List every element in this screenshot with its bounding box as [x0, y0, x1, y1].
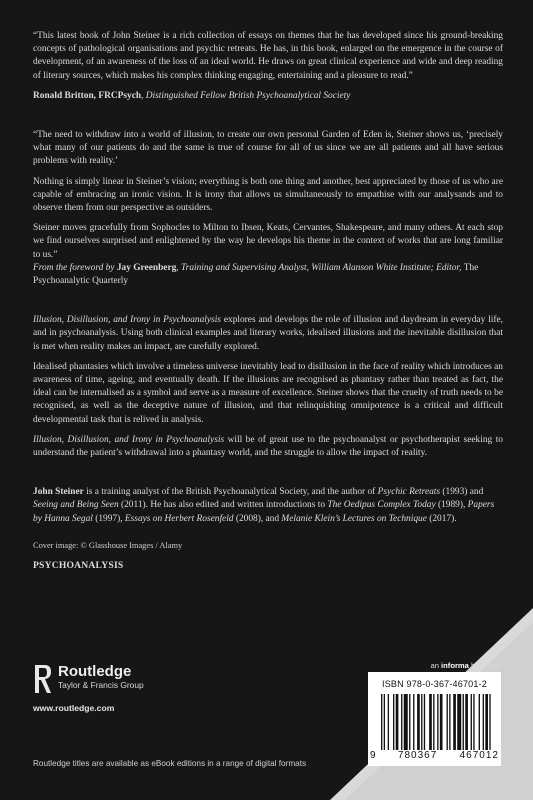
- britton-title: , Distinguished Fellow British Psychoanalytical Society: [141, 90, 351, 101]
- description-paragraph-3: Illusion, Disillusion, and Irony in Psychoanalysis will be of great use to the psychoanalyst or psychotherapist seeking to understand the patient’s withdrawal into a phantasy world, and the struggle to allow the impact of reality.: [33, 434, 503, 459]
- barcode-bar-1: [384, 694, 385, 750]
- barcode-bar-16: [447, 694, 448, 750]
- barcode-digits: [370, 750, 499, 761]
- barcode-bar-6: [404, 694, 408, 750]
- barcode-bar-7: [409, 694, 410, 750]
- book-title-repeat: Illusion, Disillusion, and Irony in Psychoanalysis: [33, 434, 225, 445]
- barcode-right-digits: 467012: [459, 750, 499, 761]
- barcode-bar-20: [463, 694, 464, 750]
- foreword-paragraph-1: “The need to withdraw into a world of illusion, to create our own personal Garden of Eden is, Steiner shows us, ‘precisely what many of our patients do and the same is true of course for all of us since we are all patients and all have serious problems with reality.’: [33, 130, 503, 167]
- foreword-paragraph-2: Nothing is simply linear in Steiner’s vision; everything is both one thing and another, best appreciated by those of us who are capable of embracing an ironic vision. It is irony that allows us simultaneously to empathise with our analysands and to observe them from our perspective as outsiders.: [33, 176, 503, 214]
- barcode-bar-25: [483, 694, 484, 750]
- author-bio: John Steiner is a training analyst of the British Psychoanalytical Society, and the author of Psychic Retreats (1993) and Seeing and Being Seen (2011). He has also edited and written introductions to The Oedipus Complex Today (1989), Papers by Hanna Segal (1997), Essays on Herbert Rosenfeld (2008), and Melanie Klein’s Lectures on Technique (2017).: [33, 487, 495, 524]
- subject-category: PSYCHOANALYSIS: [33, 559, 124, 571]
- barcode-left-digits: 780367: [397, 750, 438, 761]
- publisher-group: Taylor & Francis Group: [58, 680, 144, 690]
- foreword-attribution: From the foreword by Jay Greenberg, Training and Supervising Analyst, William Alanson White Institute; Editor, The Psychoanalytic Quarterly: [33, 262, 479, 287]
- barcode-bars: [381, 694, 492, 750]
- publisher-block: [33, 663, 193, 713]
- barcode-bar-23: [473, 694, 474, 750]
- barcode-bar-17: [449, 694, 450, 750]
- barcode-bar-8: [413, 694, 414, 750]
- journal-name: The Psychoanalytic Quarterly: [33, 262, 479, 287]
- greenberg-name: Jay Greenberg: [116, 262, 177, 273]
- back-cover-text: [33, 30, 503, 572]
- barcode-bar-27: [489, 694, 490, 750]
- barcode-bar-18: [453, 694, 456, 750]
- barcode-bar-9: [417, 694, 420, 750]
- barcode-bar-4: [396, 694, 399, 750]
- barcode-bar-13: [433, 694, 434, 750]
- barcode-bar-2: [388, 694, 389, 750]
- routledge-logo-icon: [33, 663, 53, 695]
- britton-quote: “This latest book of John Steiner is a rich collection of essays on themes that he has developed since his ground-breaking concepts of pathological organisations and psychic retreats. He has, in this book, enlarged on the emergence in the course of development, of an awareness of the loss of an ideal world. He draws on great clinical experience and wide and deep reading of literary sources, which makes his complex thinking engaging, entertaining and a pleasure to read.”: [33, 31, 503, 81]
- ebook-note: Routledge titles are available as eBook editions in a range of digital formats: [33, 759, 307, 768]
- barcode-box: [368, 672, 501, 766]
- author-name: John Steiner: [33, 487, 84, 498]
- description-paragraph-1: Illusion, Disillusion, and Irony in Psychoanalysis explores and develops the role of illusion and daydream in everyday life, and in psychoanalysis. Using both clinical examples and literary works, idealised illusions and the inevitable disillusion that is met when reality makes an impact, are carefully explored.: [33, 315, 503, 352]
- barcode-bar-14: [437, 694, 438, 750]
- britton-attribution: [33, 90, 503, 103]
- cover-image-credit: Cover image: © Glasshouse Images / Alamy: [33, 540, 183, 550]
- barcode-lead-digit: 9: [370, 750, 376, 761]
- barcode-bar-3: [393, 694, 394, 750]
- publisher-name: Routledge: [58, 663, 132, 680]
- barcode-bar-15: [440, 694, 443, 750]
- description-paragraph-2: Idealised phantasies which involve a timeless universe inevitably lead to disillusion in the face of reality which introduces an awareness of time, ageing, and eventually death. If the illusions are recognised as phantasy rather than treated as fact, the ideal can be internalised as a symbol and serve as a measure of excellence. Steiner shows that the cruelty of truth needs to be recognised, as well as the deceptive nature of illusion, and that relinquishing omnipotence is a critical and difficult developmental task that is relived in analysis.: [33, 361, 503, 425]
- barcode-bar-26: [485, 694, 488, 750]
- barcode-bar-24: [479, 694, 480, 750]
- britton-name: Ronald Britton, FRCPsych: [33, 90, 142, 101]
- foreword-paragraph-3: Steiner moves gracefully from Sophocles to Milton to Ibsen, Keats, Cervantes, Shakespeare, and many others. At each stop we find ourselves surprised and enlightened by the way he develops his theme in the context of works that are long familiar to us.”: [33, 223, 503, 260]
- book-title: Illusion, Disillusion, and Irony in Psychoanalysis: [33, 315, 221, 326]
- barcode-bar-11: [424, 694, 425, 750]
- isbn-label: ISBN 978-0-367-46701-2: [382, 679, 487, 689]
- publisher-website[interactable]: www.routledge.com: [33, 703, 115, 713]
- barcode-bar-19: [457, 694, 461, 750]
- informa-brand: informa: [441, 661, 469, 670]
- barcode-bar-21: [465, 694, 468, 750]
- informa-business-line: an informa business: [430, 661, 501, 670]
- barcode-bar-10: [421, 694, 422, 750]
- barcode-bar-22: [471, 694, 472, 750]
- barcode-bar-0: [381, 694, 382, 750]
- barcode-bar-12: [429, 694, 432, 750]
- barcode-bar-5: [401, 694, 402, 750]
